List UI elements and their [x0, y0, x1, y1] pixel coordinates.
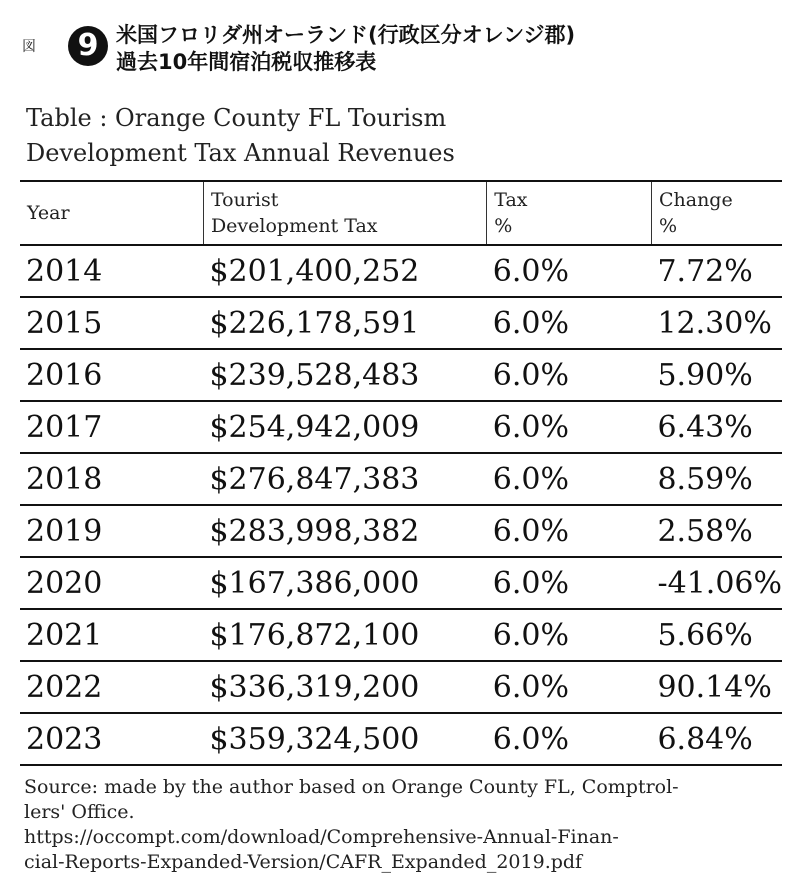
cell-revenue: $201,400,252 — [209, 253, 420, 289]
cell-change: 90.14% — [657, 669, 772, 705]
cell-year: 2019 — [26, 513, 103, 549]
cell-revenue: $167,386,000 — [209, 565, 420, 601]
cell-year: 2023 — [26, 721, 103, 757]
table-row — [20, 401, 782, 453]
table-row — [20, 505, 782, 557]
cell-year: 2018 — [26, 461, 103, 497]
cell-year: 2021 — [26, 617, 103, 653]
cell-change: 7.72% — [657, 253, 753, 289]
table-header-row — [20, 181, 782, 245]
cell-year: 2015 — [26, 305, 103, 341]
cell-change: 6.84% — [657, 721, 753, 757]
table-title-line2: Development Tax Annual Revenues — [26, 139, 455, 167]
header-change: Change % — [651, 181, 782, 245]
table-row — [20, 453, 782, 505]
cell-revenue: $336,319,200 — [209, 669, 420, 705]
source-line: lers' Office. — [24, 801, 135, 823]
cell-revenue: $359,324,500 — [209, 721, 420, 757]
cell-year: 2016 — [26, 357, 103, 393]
figure-label: 図 — [22, 39, 36, 55]
table-row — [20, 297, 782, 349]
source-note — [24, 775, 784, 875]
figure-header — [20, 22, 790, 86]
cell-revenue: $226,178,591 — [209, 305, 420, 341]
cell-rate: 6.0% — [492, 565, 569, 601]
figure-title-line2: 過去10年間宿泊税収推移表 — [116, 50, 377, 74]
cell-change: 2.58% — [657, 513, 753, 549]
cell-revenue: $239,528,483 — [209, 357, 420, 393]
source-url-line: cial-Reports-Expanded-Version/CAFR_Expanded_2019.pdf — [24, 851, 583, 873]
figure-title-line1: 米国フロリダ州オーランド(行政区分オレンジ郡) — [116, 23, 576, 47]
cell-change: 6.43% — [657, 409, 753, 445]
cell-year: 2014 — [26, 253, 103, 289]
cell-rate: 6.0% — [492, 409, 569, 445]
cell-year: 2022 — [26, 669, 103, 705]
cell-revenue: $176,872,100 — [209, 617, 420, 653]
table-row — [20, 245, 782, 297]
table-row — [20, 713, 782, 765]
cell-change: -41.06% — [657, 565, 782, 601]
source-line: Source: made by the author based on Orange County FL, Comptrol- — [24, 776, 679, 798]
cell-change: 8.59% — [657, 461, 753, 497]
table-row — [20, 557, 782, 609]
cell-revenue: $283,998,382 — [209, 513, 420, 549]
cell-year: 2020 — [26, 565, 103, 601]
cell-rate: 6.0% — [492, 253, 569, 289]
cell-revenue: $276,847,383 — [209, 461, 420, 497]
cell-change: 5.90% — [657, 357, 753, 393]
cell-change: 5.66% — [657, 617, 753, 653]
figure-number-badge: 9 — [68, 26, 108, 66]
cell-year: 2017 — [26, 409, 103, 445]
header-tourist-development-tax: Tourist Development Tax — [203, 181, 486, 245]
figure-title — [116, 22, 786, 76]
cell-rate: 6.0% — [492, 617, 569, 653]
cell-rate: 6.0% — [492, 669, 569, 705]
header-tax-rate: Tax % — [487, 181, 652, 245]
cell-rate: 6.0% — [492, 461, 569, 497]
cell-rate: 6.0% — [492, 513, 569, 549]
cell-revenue: $254,942,009 — [209, 409, 420, 445]
table-row — [20, 349, 782, 401]
cell-rate: 6.0% — [492, 357, 569, 393]
table-title-line1: Table : Orange County FL Tourism — [26, 104, 447, 132]
source-url-line: https://occompt.com/download/Comprehensive-Annual-Finan- — [24, 826, 619, 848]
table-row — [20, 609, 782, 661]
table-row — [20, 661, 782, 713]
cell-change: 12.30% — [657, 305, 772, 341]
table-title — [26, 101, 786, 171]
cell-rate: 6.0% — [492, 305, 569, 341]
header-year: Year — [27, 202, 70, 224]
cell-rate: 6.0% — [492, 721, 569, 757]
revenue-table — [20, 180, 782, 766]
